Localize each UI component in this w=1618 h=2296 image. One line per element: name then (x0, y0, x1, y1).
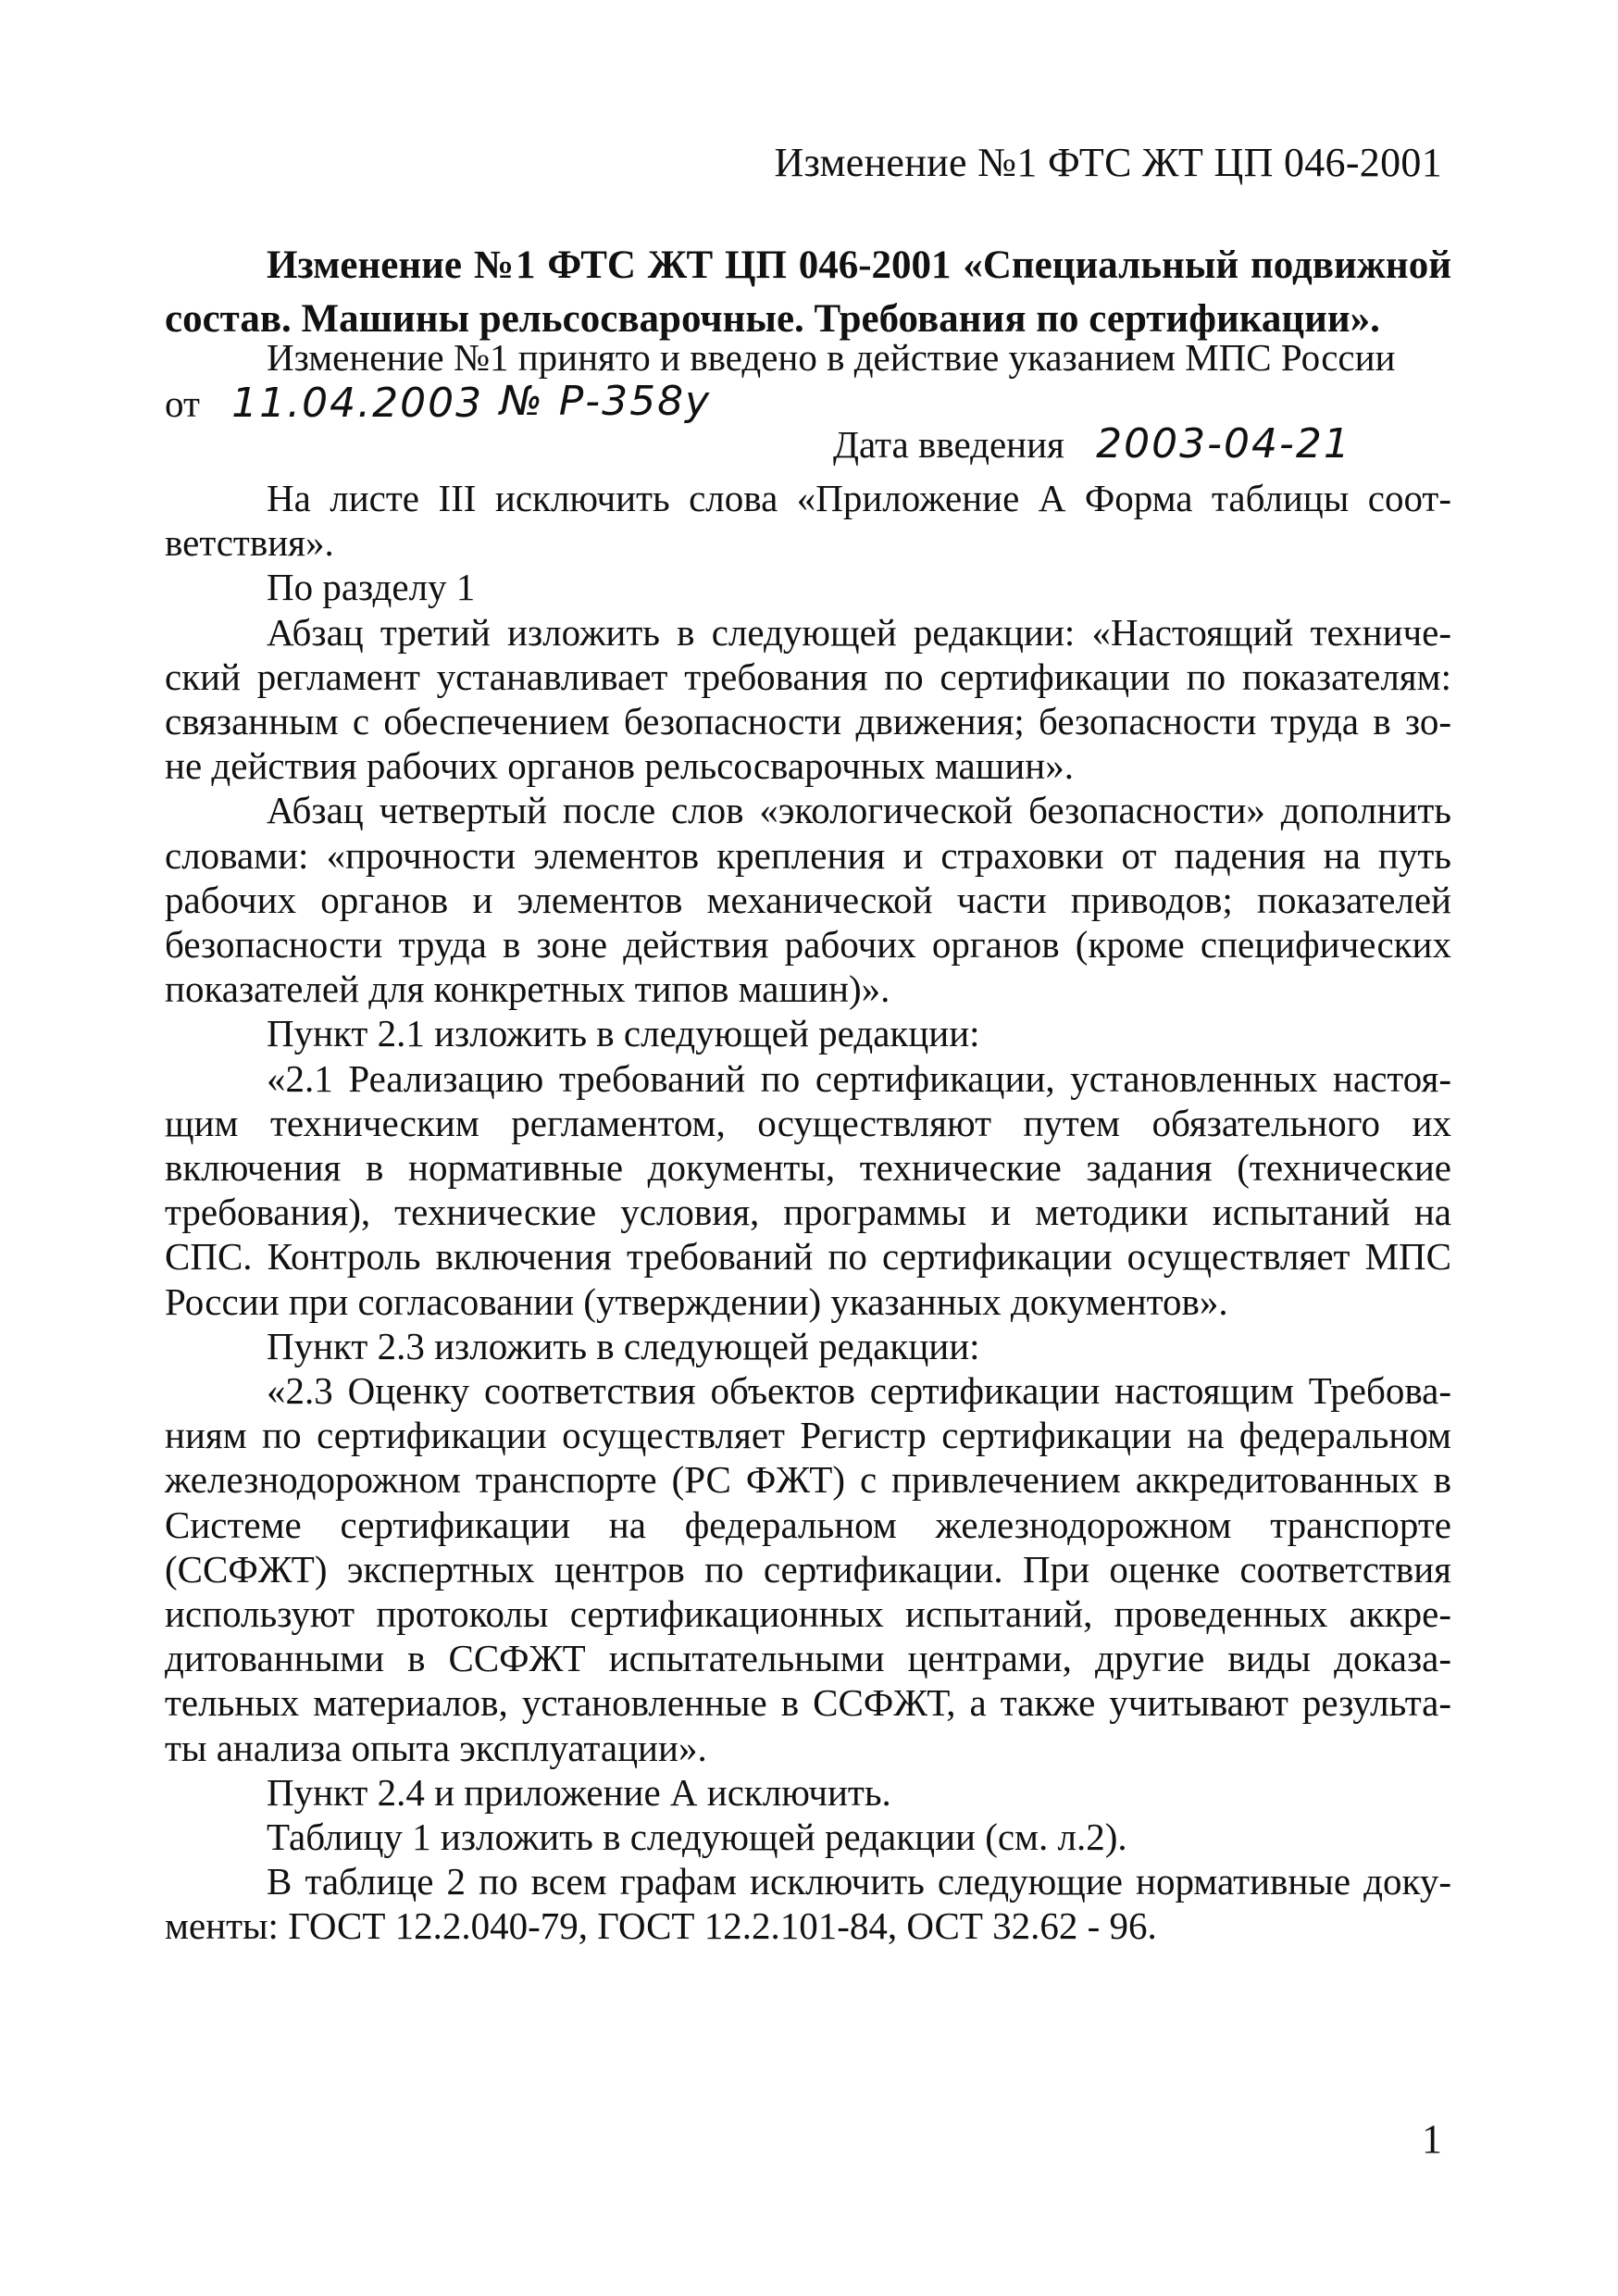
body-line: тельных материалов, установленные в ССФЖТ, а также учитывают результа- (165, 1681, 1451, 1725)
body-line: Системе сертификации на федеральном железнодорожном транспорте (165, 1503, 1451, 1546)
body-line: Пункт 2.4 и приложение А исключить. (267, 1770, 891, 1814)
body-line: ниям по сертификации осуществляет Регистр сертификации на федеральном (165, 1414, 1451, 1457)
handwritten-date: 11.04.2003 (231, 380, 484, 427)
body-line: не действия рабочих органов рельсосварочных машин». (165, 744, 1074, 788)
amendment-title-line-2: состав. Машины рельсосварочные. Требования по сертификации». (165, 297, 1380, 341)
body-line: ветствия». (165, 521, 334, 565)
body-line: менты: ГОСТ 12.2.040-79, ГОСТ 12.2.101-84, ОСТ 32.62 - 96. (165, 1904, 1157, 1948)
body-line: (ССФЖТ) экспертных центров по сертификации. При оценке соответствия (165, 1547, 1451, 1591)
body-line: По разделу 1 (267, 566, 476, 609)
body-line: «2.3 Оценку соответствия объектов сертификации настоящим Требова- (267, 1369, 1451, 1412)
intro-date-label: Дата введения (833, 423, 1064, 466)
body-line: Абзац четвертый после слов «экологической безопасности» дополнить (267, 789, 1451, 832)
from-label: от (165, 382, 200, 425)
body-line: Пункт 2.1 изложить в следующей редакции: (267, 1012, 980, 1055)
accepted-statement: Изменение №1 принято и введено в действие указанием МПС России (267, 336, 1396, 379)
body-line: В таблице 2 по всем графам исключить следующие нормативные доку- (267, 1860, 1451, 1903)
body-line: Абзац третий изложить в следующей редакции: «Настоящий техниче- (267, 610, 1451, 654)
body-line: рабочих органов и элементов механической части приводов; показателей (165, 878, 1451, 921)
body-line: безопасности труда в зоне действия рабочих органов (кроме специфических (165, 923, 1451, 966)
handwritten-order-number: № Р-358у (500, 378, 712, 425)
body-line: щим техническим регламентом, осуществляют путем обязательного их (165, 1101, 1451, 1144)
document-reference: Изменение №1 ФТС ЖТ ЦП 046-2001 (774, 140, 1442, 185)
body-line: словами: «прочности элементов крепления и страховки от падения на путь (165, 833, 1451, 877)
body-line: требования), технические условия, программы и методики испытаний на (165, 1191, 1451, 1234)
body-line: используют протоколы сертификационных испытаний, проведенных аккре- (165, 1592, 1451, 1635)
body-line: ты анализа опыта эксплуатации». (165, 1726, 707, 1769)
body-line: На листе III исключить слова «Приложение А Форма таблицы соот- (267, 477, 1451, 519)
body-line: Пункт 2.3 изложить в следующей редакции: (267, 1324, 980, 1367)
intro-date-row (833, 420, 1351, 468)
body-line: России при согласовании (утверждении) указанных документов». (165, 1279, 1228, 1323)
body-line: показателей для конкретных типов машин)». (165, 967, 890, 1011)
from-row (165, 380, 483, 427)
body-line: «2.1 Реализацию требований по сертификации, установленных настоя- (267, 1056, 1451, 1100)
amendment-title-line-1: Изменение №1 ФТС ЖТ ЦП 046-2001 «Специальный подвижной (267, 243, 1451, 287)
body-line: связанным с обеспечением безопасности движения; безопасности труда в зо- (165, 700, 1451, 742)
body-line: Таблицу 1 изложить в следующей редакции (см. л.2). (267, 1816, 1127, 1858)
body-line: ский регламент устанавливает требования по сертификации по показателям: (165, 655, 1451, 698)
body-line: дитованными в ССФЖТ испытательными центрами, другие виды доказа- (165, 1637, 1451, 1680)
body-line: включения в нормативные документы, технические задания (технические (165, 1146, 1451, 1189)
body-line: СПС. Контроль включения требований по сертификации осуществляет МПС (165, 1235, 1451, 1279)
handwritten-intro-date: 2003-04-21 (1096, 420, 1351, 468)
body-line: железнодорожном транспорте (РС ФЖТ) с привлечением аккредитованных в (165, 1458, 1451, 1502)
page-number: 1 (1422, 2116, 1442, 2162)
